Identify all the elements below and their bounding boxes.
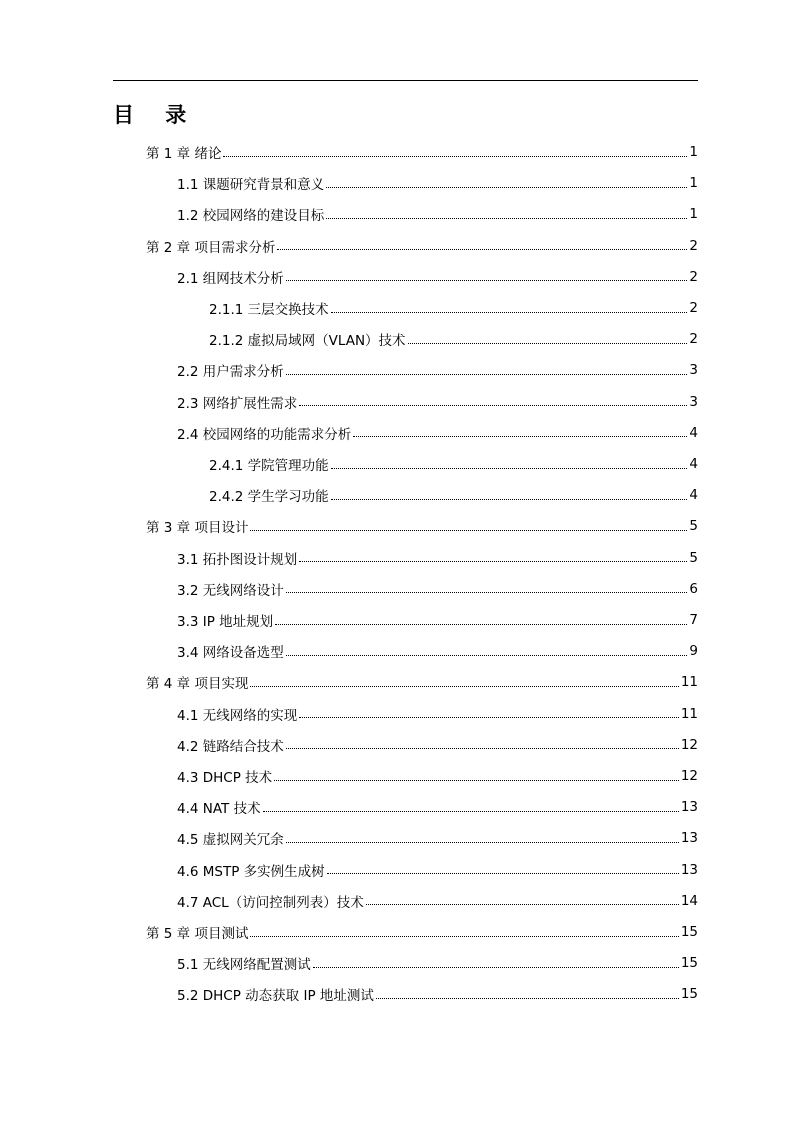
toc-entry-title: 5.1 无线网络配置测试	[177, 957, 311, 974]
toc-entry-title: 3.2 无线网络设计	[177, 582, 284, 599]
toc-entry-page-number: 6	[689, 580, 698, 597]
toc-dot-leader	[376, 998, 679, 999]
toc-entry-title: 2.4.2 学生学习功能	[209, 489, 329, 506]
toc-entry-title: 4.2 链路结合技术	[177, 738, 284, 755]
toc-dot-leader	[274, 780, 679, 781]
toc-entry-title: 5.2 DHCP 动态获取 IP 地址测试	[177, 988, 374, 1005]
toc-dot-leader	[286, 374, 688, 375]
toc-title: 目 录	[113, 103, 199, 127]
toc-entry-title: 2.4 校园网络的功能需求分析	[177, 426, 352, 443]
toc-entry[interactable]	[177, 824, 698, 852]
toc-entry-page-number: 12	[680, 736, 698, 753]
toc-dot-leader	[286, 842, 679, 843]
toc-entry-page-number: 3	[689, 393, 698, 410]
toc-entry-title: 第 4 章 项目实现	[146, 676, 249, 693]
toc-entry-title: 3.3 IP 地址规划	[177, 614, 274, 630]
toc-entry[interactable]	[177, 731, 698, 759]
toc-entry[interactable]	[177, 700, 698, 728]
toc-entry-title: 1.2 校园网络的建设目标	[177, 208, 325, 225]
toc-entry[interactable]	[209, 325, 698, 353]
toc-dot-leader	[326, 218, 687, 219]
toc-dot-leader	[275, 624, 687, 625]
toc-entry-title: 第 5 章 项目测试	[146, 926, 249, 942]
toc-dot-leader	[263, 811, 679, 812]
toc-entry[interactable]	[209, 294, 698, 322]
toc-entry-page-number: 4	[689, 456, 698, 472]
toc-dot-leader	[286, 748, 679, 749]
toc-entry[interactable]	[209, 450, 698, 478]
toc-entry-title: 3.1 拓扑图设计规划	[177, 551, 298, 568]
toc-entry[interactable]	[177, 637, 698, 665]
toc-entry[interactable]	[177, 856, 698, 884]
toc-entry-page-number: 1	[689, 206, 698, 223]
toc-entry-title: 第 3 章 项目设计	[146, 520, 249, 537]
toc-entry[interactable]	[177, 388, 698, 416]
toc-entry-page-number: 11	[680, 674, 698, 691]
toc-dot-leader	[326, 187, 687, 188]
toc-entry[interactable]	[177, 200, 698, 228]
toc-entry[interactable]	[146, 512, 698, 540]
toc-entry-title: 4.7 ACL（访问控制列表）技术	[177, 894, 364, 911]
toc-dot-leader	[250, 530, 687, 531]
toc-entry-page-number: 2	[689, 268, 698, 285]
toc-entry-page-number: 12	[680, 768, 698, 784]
toc-entry-title: 2.1 组网技术分析	[177, 270, 284, 287]
toc-entry-page-number: 7	[689, 612, 698, 628]
toc-entry-title: 4.4 NAT 技术	[177, 801, 261, 818]
toc-entry-title: 第 1 章 绪论	[146, 146, 222, 162]
toc-dot-leader	[408, 343, 688, 344]
toc-entry[interactable]	[177, 169, 698, 197]
toc-entry-page-number: 13	[680, 861, 698, 878]
toc-entry-title: 第 2 章 项目需求分析	[146, 239, 276, 256]
header-rule	[113, 80, 698, 81]
toc-entry-page-number: 5	[689, 549, 698, 566]
toc-entry-page-number: 5	[689, 518, 698, 535]
toc-entry-page-number: 15	[680, 955, 698, 972]
toc-dot-leader	[331, 499, 688, 500]
toc-entry[interactable]	[177, 980, 698, 1008]
toc-entry[interactable]	[146, 668, 698, 696]
toc-entry[interactable]	[177, 575, 698, 603]
toc-entry-page-number: 1	[689, 175, 698, 192]
toc-entry-title: 2.2 用户需求分析	[177, 364, 284, 381]
toc-dot-leader	[286, 592, 688, 593]
toc-entry-page-number: 4	[689, 487, 698, 504]
toc-dot-leader	[313, 967, 679, 968]
toc-entry-page-number: 15	[680, 924, 698, 940]
toc-entry-title: 2.1.2 虚拟局域网（VLAN）技术	[209, 333, 406, 350]
toc-entry-page-number: 3	[689, 362, 698, 379]
toc-dot-leader	[286, 280, 688, 281]
toc-dot-leader	[299, 405, 687, 406]
toc-entry-page-number: 4	[689, 424, 698, 441]
toc-entry[interactable]	[177, 949, 698, 977]
toc-entry[interactable]	[177, 887, 698, 915]
toc-dot-leader	[353, 436, 687, 437]
toc-entry[interactable]	[146, 918, 698, 946]
toc-entry-page-number: 1	[689, 144, 698, 160]
toc-entry-page-number: 2	[689, 331, 698, 348]
toc-entry[interactable]	[209, 481, 698, 509]
toc-entry[interactable]	[177, 793, 698, 821]
toc-entry-page-number: 11	[680, 705, 698, 722]
toc-entry-page-number: 13	[680, 799, 698, 816]
toc-entry[interactable]	[177, 544, 698, 572]
toc-dot-leader	[286, 655, 688, 656]
toc-entry-page-number: 13	[680, 830, 698, 847]
toc-entry-page-number: 15	[680, 986, 698, 1003]
toc-entry-page-number: 2	[689, 300, 698, 316]
toc-entry-page-number: 2	[689, 237, 698, 254]
toc-entry-title: 2.3 网络扩展性需求	[177, 395, 298, 412]
toc-entry-title: 4.3 DHCP 技术	[177, 770, 273, 786]
toc-entry[interactable]	[177, 263, 698, 291]
toc-entry-title: 3.4 网络设备选型	[177, 645, 284, 662]
toc-entry-title: 4.1 无线网络的实现	[177, 707, 298, 724]
toc-entry[interactable]	[177, 419, 698, 447]
toc-entry-title: 2.4.1 学院管理功能	[209, 458, 329, 474]
toc-entry-page-number: 9	[689, 643, 698, 660]
toc-dot-leader	[331, 468, 688, 469]
toc-dot-leader	[366, 904, 679, 905]
toc-dot-leader	[250, 686, 678, 687]
toc-dot-leader	[331, 312, 688, 313]
toc-dot-leader	[327, 873, 679, 874]
toc-dot-leader	[250, 936, 678, 937]
toc-dot-leader	[223, 156, 687, 157]
toc-dot-leader	[277, 249, 687, 250]
toc-entry-title: 1.1 课题研究背景和意义	[177, 177, 325, 194]
toc-entry-title: 4.6 MSTP 多实例生成树	[177, 863, 325, 880]
toc-entry-title: 4.5 虚拟网关冗余	[177, 832, 284, 849]
toc-entry-title: 2.1.1 三层交换技术	[209, 302, 329, 318]
toc-entry[interactable]	[177, 356, 698, 384]
toc-entry[interactable]	[146, 138, 698, 166]
toc-entry[interactable]	[177, 606, 698, 634]
toc-entry[interactable]	[177, 762, 698, 790]
toc-entry[interactable]	[146, 232, 698, 260]
toc-entry-page-number: 14	[680, 892, 698, 909]
toc-dot-leader	[299, 717, 679, 718]
toc-dot-leader	[299, 561, 687, 562]
